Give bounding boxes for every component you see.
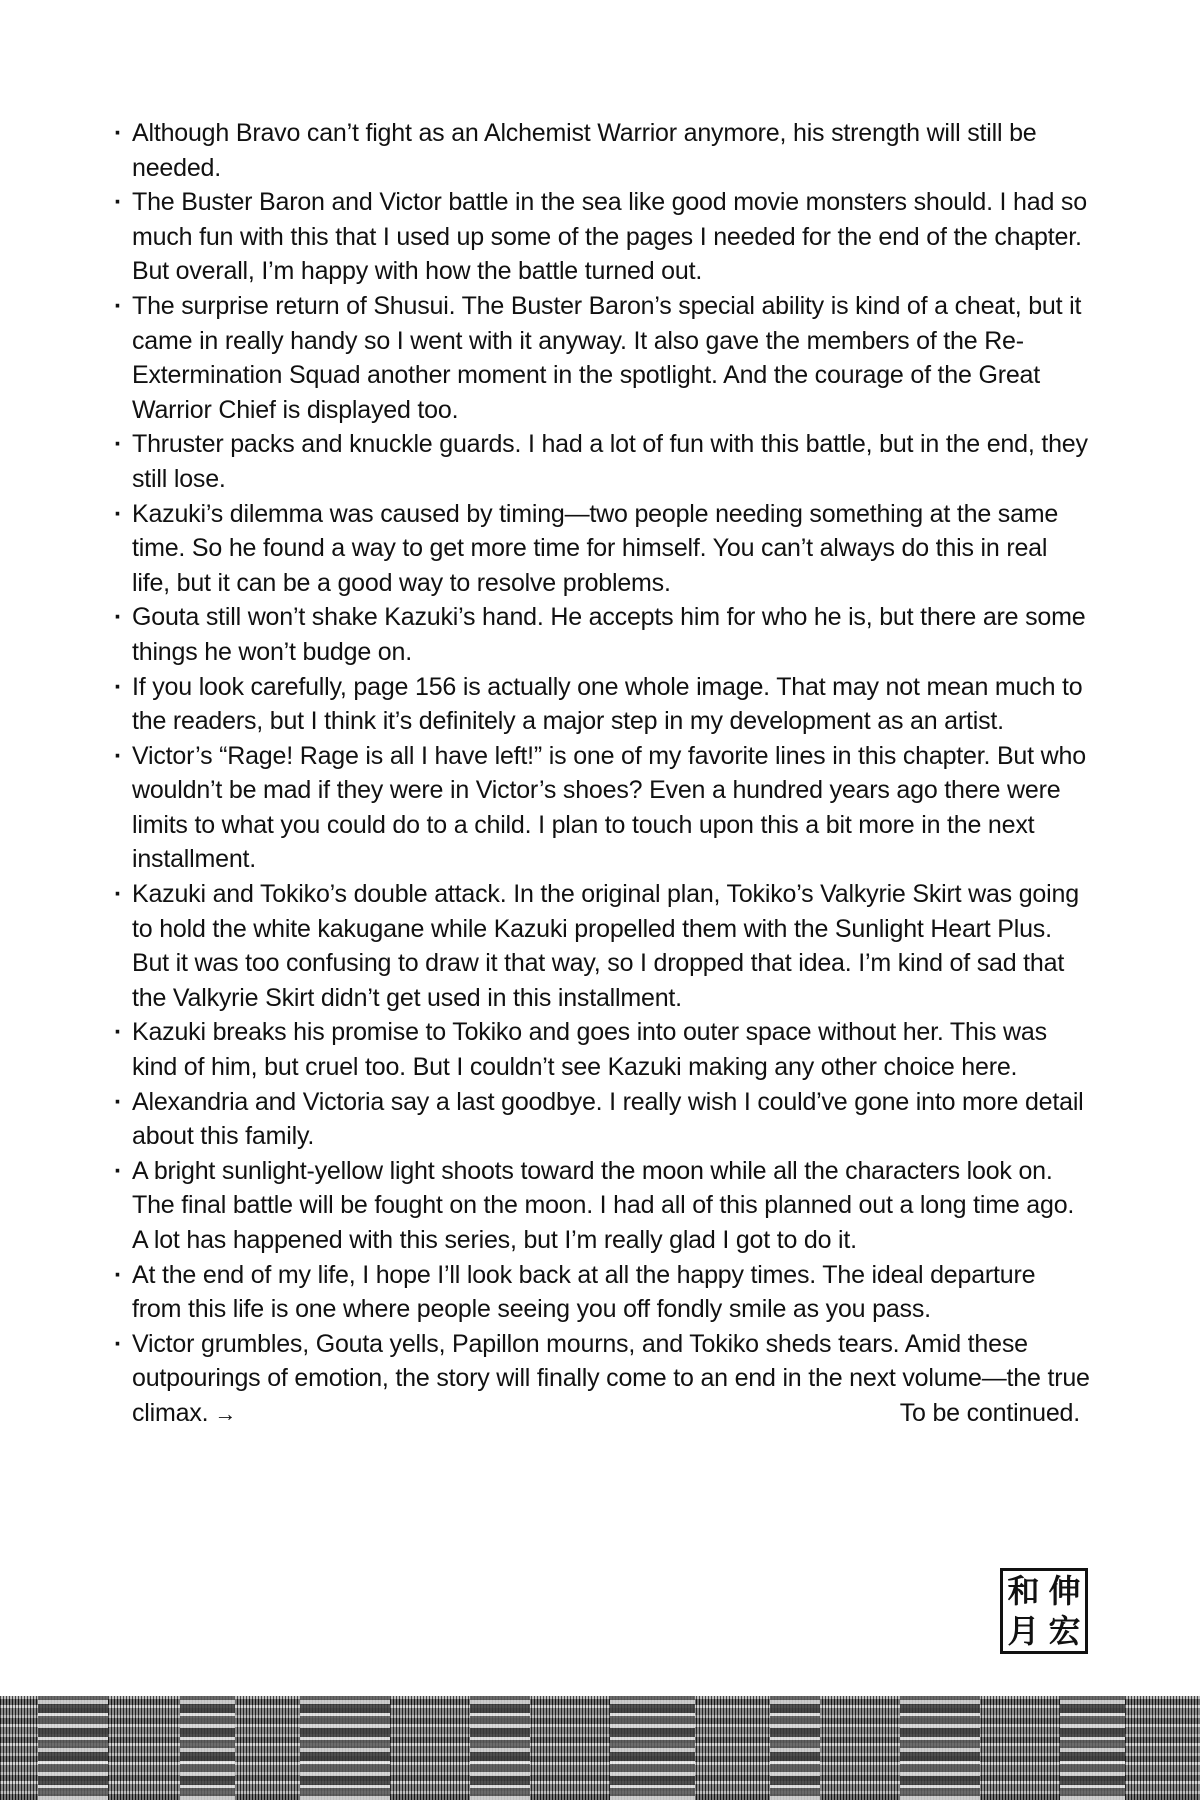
note-item xyxy=(112,289,1090,427)
seal-char: 月 xyxy=(1007,1612,1040,1650)
bullet: · xyxy=(114,499,123,528)
footer-pattern-block xyxy=(1060,1696,1125,1800)
to-be-continued: To be continued. xyxy=(899,1398,1080,1427)
bullet: · xyxy=(114,1156,123,1185)
note-text: A bright sunlight-yellow light shoots toward the moon while all the characters look on. The final battle will be fought on the moon. I had all of this planned out a long time ago. A lot has happened with this series, but I’m really glad I got to do it. xyxy=(132,1156,1075,1254)
note-item xyxy=(112,1085,1090,1154)
bullet: · xyxy=(114,291,123,320)
bullet: · xyxy=(114,188,123,217)
note-item xyxy=(112,427,1090,496)
note-item xyxy=(112,1015,1090,1084)
author-seal-stamp xyxy=(1000,1568,1088,1654)
note-text: Kazuki breaks his promise to Tokiko and goes into outer space without her. This was kind of him, but cruel too. But I couldn’t see Kazuki making any other choice here. xyxy=(132,1018,1047,1082)
note-item-last xyxy=(112,1327,1090,1432)
footer-pattern-block xyxy=(900,1696,980,1800)
note-item xyxy=(112,670,1090,739)
note-text: The surprise return of Shusui. The Buster Baron’s special ability is kind of a cheat, but it came in really handy so I went with it anyway. It also gave the members of the Re-Extermination Squad another moment in the spotlight. And the courage of the Great Warrior Chief is displayed too. xyxy=(132,291,1082,424)
bullet: · xyxy=(114,1018,123,1047)
note-text: At the end of my life, I hope I’ll look back at all the happy times. The ideal departure from this life is one where people seeing you off fondly smile as you pass. xyxy=(132,1260,1036,1324)
note-text: Thruster packs and knuckle guards. I had a lot of fun with this battle, but in the end, they still lose. xyxy=(132,430,1088,493)
bullet: · xyxy=(114,741,123,770)
arrow-right-icon: → xyxy=(214,1400,237,1426)
note-text: Alexandria and Victoria say a last goodbye. I really wish I could’ve gone into more detail about this family. xyxy=(132,1087,1084,1151)
bullet: · xyxy=(114,672,123,701)
footer-pattern-block xyxy=(38,1696,108,1800)
note-text: If you look carefully, page 156 is actually one whole image. That may not mean much to the readers, but I think it’s definitely a major step in my development as an artist. xyxy=(132,672,1083,736)
note-item xyxy=(112,185,1090,289)
footer-pattern-block xyxy=(300,1696,390,1800)
note-text: Kazuki and Tokiko’s double attack. In the original plan, Tokiko’s Valkyrie Skirt was going to hold the white kakugane while Kazuki propelled them with the Sunlight Heart Plus. But it was too confusing to draw it that way, so I dropped that idea. I’m kind of sad that the Valkyrie Skirt didn’t get used in this installment. xyxy=(132,880,1079,1012)
note-item xyxy=(112,1258,1090,1327)
footer-pattern-block xyxy=(770,1696,820,1800)
bullet: · xyxy=(114,603,123,632)
seal-char: 伸 xyxy=(1048,1572,1081,1610)
footer-pattern-block xyxy=(180,1696,235,1800)
bullet: · xyxy=(114,1260,123,1289)
bullet: · xyxy=(114,880,123,909)
note-text: Kazuki’s dilemma was caused by timing—two people needing something at the same time. So he found a way to get more time for himself. You can’t always do this in real life, but it can be a good way to resolve problems. xyxy=(132,499,1059,597)
bullet: · xyxy=(114,119,123,147)
note-text: Victor’s “Rage! Rage is all I have left!” is one of my favorite lines in this chapter. But who wouldn’t be mad if they were in Victor’s shoes? Even a hundred years ago there were limits to what you could do to a child. I plan to touch upon this a bit more in the next installment. xyxy=(132,741,1086,874)
note-item xyxy=(112,877,1090,1015)
note-text: Although Bravo can’t fight as an Alchemist Warrior anymore, his strength will still be needed. xyxy=(132,119,1037,182)
bullet: · xyxy=(114,430,123,459)
note-item xyxy=(112,116,1090,185)
note-text: Gouta still won’t shake Kazuki’s hand. He accepts him for who he is, but there are some things he won’t budge on. xyxy=(132,603,1086,666)
note-item xyxy=(112,600,1090,669)
decorative-footer-band xyxy=(0,1696,1200,1800)
note-text: The Buster Baron and Victor battle in the sea like good movie monsters should. I had so much fun with this that I used up some of the pages I needed for the end of the chapter. But overall, I’m happy with how the battle turned out. xyxy=(132,188,1087,286)
author-notes-list xyxy=(112,116,1090,1432)
seal-char: 和 xyxy=(1007,1572,1040,1610)
bullet: · xyxy=(114,1087,123,1116)
note-item xyxy=(112,739,1090,877)
bullet: · xyxy=(114,1329,123,1358)
footer-pattern-block xyxy=(610,1696,695,1800)
note-item xyxy=(112,1154,1090,1258)
note-item xyxy=(112,497,1090,601)
note-text: Victor grumbles, Gouta yells, Papillon mourns, and Tokiko sheds tears. Amid these outpourings of emotion, the story will finally come to an end in the next volume—the true climax. xyxy=(132,1329,1090,1427)
footer-pattern-block xyxy=(470,1696,530,1800)
seal-char: 宏 xyxy=(1048,1612,1081,1650)
